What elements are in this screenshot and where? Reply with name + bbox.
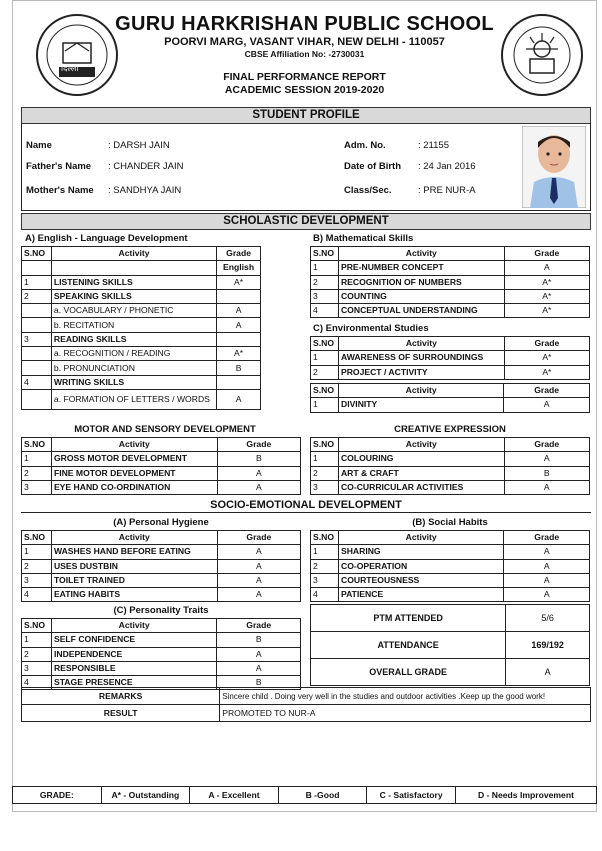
grade-cell: A <box>217 573 300 587</box>
grade-cell <box>217 375 261 389</box>
legend-needs-improvement: D - Needs Improvement <box>477 790 574 800</box>
grade-cell: B <box>504 466 589 480</box>
left-emblem-label: दिल्ली <box>61 64 79 73</box>
activity-cell: CONCEPTUAL UNDERSTANDING <box>338 304 504 318</box>
table-row <box>311 304 590 318</box>
table-row <box>311 559 590 573</box>
activity-cell: a. RECOGNITION / READING <box>51 347 216 361</box>
table-row <box>22 588 301 602</box>
sno-cell <box>22 318 52 332</box>
activity-cell: PROJECT / ACTIVITY <box>338 365 504 379</box>
attendance-value: 169/192 <box>506 632 590 659</box>
class-value: : PRE NUR-A <box>418 185 476 196</box>
grade-cell: A <box>217 480 300 494</box>
table-header-row <box>22 438 301 452</box>
table-row <box>311 573 590 587</box>
creative-table <box>310 437 590 495</box>
grade-cell: A <box>217 559 300 573</box>
table-row <box>311 261 590 275</box>
sno-cell: 3 <box>311 480 339 494</box>
grade-cell: A <box>504 559 590 573</box>
activity-cell: AWARENESS OF SURROUNDINGS <box>338 351 504 365</box>
sno-cell: 1 <box>311 351 339 365</box>
column-header: Grade <box>504 337 589 351</box>
table-row <box>22 480 301 494</box>
sno-cell: 1 <box>311 398 339 412</box>
activity-cell: SPEAKING SKILLS <box>51 289 216 303</box>
report-title: FINAL PERFORMANCE REPORT <box>223 71 386 83</box>
table-header-row <box>311 337 590 351</box>
sno-cell: 3 <box>22 573 52 587</box>
sno-cell: 2 <box>311 275 339 289</box>
table-row <box>22 275 261 289</box>
grade-cell: B <box>217 452 300 466</box>
table-row <box>22 347 261 361</box>
personality-section-title: (C) Personality Traits <box>113 605 209 616</box>
hygiene-section-title: (A) Personal Hygiene <box>113 517 209 528</box>
table-row <box>22 318 261 332</box>
column-header: Grade <box>217 619 301 633</box>
activity-cell: LISTENING SKILLS <box>51 275 216 289</box>
table-subheader-row <box>22 261 261 275</box>
social-table <box>310 530 590 602</box>
column-header: Grade <box>217 438 300 452</box>
result-label: RESULT <box>22 705 220 722</box>
sno-cell: 4 <box>311 588 339 602</box>
activity-cell: a. VOCABULARY / PHONETIC <box>51 304 216 318</box>
legend-excellent: A - Excellent <box>190 787 279 803</box>
column-header: S.NO <box>311 531 339 545</box>
grade-cell: A <box>217 661 301 675</box>
table-row <box>22 661 301 675</box>
sno-cell <box>22 361 52 375</box>
column-header: S.NO <box>311 438 339 452</box>
motor-table <box>21 437 301 495</box>
column-header: Activity <box>51 438 217 452</box>
subject-subheader: English <box>217 261 261 275</box>
table-row <box>22 559 301 573</box>
activity-cell: CO-CURRICULAR ACTIVITIES <box>338 480 504 494</box>
activity-cell: b. RECITATION <box>51 318 216 332</box>
activity-cell: RESPONSIBLE <box>51 661 216 675</box>
sno-cell: 1 <box>22 452 52 466</box>
grade-cell: A* <box>217 275 261 289</box>
activity-cell: PATIENCE <box>338 588 503 602</box>
table-header-row <box>311 531 590 545</box>
adm-no-value: : 21155 <box>418 140 449 151</box>
remarks-table <box>21 687 591 722</box>
activity-cell: RECOGNITION OF NUMBERS <box>338 275 504 289</box>
table-row <box>311 588 590 602</box>
table-row <box>22 573 301 587</box>
column-header: Activity <box>51 531 217 545</box>
attendance-label: ATTENDANCE <box>311 632 506 659</box>
math-table <box>310 246 590 318</box>
sno-cell: 2 <box>22 647 52 661</box>
school-name: GURU HARKRISHAN PUBLIC SCHOOL <box>115 13 494 35</box>
father-name-value: : CHANDER JAIN <box>108 161 184 172</box>
sno-cell: 1 <box>22 275 52 289</box>
sno-cell: 2 <box>22 559 52 573</box>
math-section-title: B) Mathematical Skills <box>313 233 414 244</box>
column-header: Activity <box>338 247 504 261</box>
table-row <box>22 647 301 661</box>
socio-section-title: SOCIO-EMOTIONAL DEVELOPMENT <box>210 499 402 511</box>
legend-outstanding: A* - Outstanding <box>102 787 191 803</box>
column-header: Activity <box>338 438 504 452</box>
sno-cell: 3 <box>22 661 52 675</box>
grade-cell: A <box>217 545 300 559</box>
sno-cell: 1 <box>22 545 52 559</box>
mother-name-value: : SANDHYA JAIN <box>108 185 182 196</box>
student-profile-box <box>21 123 591 211</box>
column-header: Activity <box>51 247 216 261</box>
overall-grade-value: A <box>506 659 590 686</box>
column-header: Activity <box>51 619 216 633</box>
socio-title-rule <box>21 512 591 513</box>
name-label: Name <box>26 140 52 151</box>
legend-grade-label: GRADE: <box>13 787 102 803</box>
sno-cell: 4 <box>22 375 52 389</box>
summary-table <box>310 604 590 686</box>
table-row <box>311 275 590 289</box>
activity-cell: CO-OPERATION <box>338 559 503 573</box>
grade-legend <box>12 786 597 804</box>
table-row <box>311 289 590 303</box>
column-header: S.NO <box>311 384 339 398</box>
grade-cell: A* <box>217 347 261 361</box>
activity-cell: GROSS MOTOR DEVELOPMENT <box>51 452 217 466</box>
grade-cell: A <box>217 647 301 661</box>
sno-cell: 1 <box>311 452 339 466</box>
grade-cell: A <box>504 573 590 587</box>
sno-cell: 1 <box>22 633 52 647</box>
grade-cell: A <box>504 588 590 602</box>
overall-grade-label: OVERALL GRADE <box>311 659 506 686</box>
ptm-label: PTM ATTENDED <box>311 605 506 632</box>
remarks-value: Sincere child . Doing very well in the studies and outdoor activities .Keep up the good work! <box>220 688 591 705</box>
table-header-row <box>22 531 301 545</box>
column-header: S.NO <box>311 247 339 261</box>
table-header-row <box>22 619 301 633</box>
table-row <box>311 480 590 494</box>
sno-cell <box>22 389 52 409</box>
student-profile-band: STUDENT PROFILE <box>21 107 591 124</box>
grade-cell: A <box>504 545 590 559</box>
table-row <box>311 452 590 466</box>
personality-table <box>21 618 301 690</box>
grade-cell: A <box>217 318 261 332</box>
table-row <box>311 545 590 559</box>
column-header: Grade <box>217 531 300 545</box>
mother-name-label: Mother's Name <box>26 185 94 196</box>
table-row <box>22 375 261 389</box>
activity-cell: COUNTING <box>338 289 504 303</box>
activity-cell: EATING HABITS <box>51 588 217 602</box>
sno-cell: 1 <box>311 261 339 275</box>
env-section-title: C) Environmental Studies <box>313 323 429 334</box>
env-table <box>310 336 590 380</box>
legend-satisfactory: C - Satisfactory <box>367 787 456 803</box>
column-header: S.NO <box>311 337 339 351</box>
dob-label: Date of Birth <box>344 161 401 172</box>
grade-cell: A <box>504 261 589 275</box>
academic-session: ACADEMIC SESSION 2019-2020 <box>224 84 385 96</box>
grade-cell: A* <box>504 275 589 289</box>
legend-good: B -Good <box>279 787 368 803</box>
grade-cell: A* <box>504 289 589 303</box>
scholastic-development-band: SCHOLASTIC DEVELOPMENT <box>21 213 591 230</box>
grade-cell: A <box>504 452 589 466</box>
name-value: : DARSH JAIN <box>108 140 170 151</box>
activity-cell: PRE-NUMBER CONCEPT <box>338 261 504 275</box>
divinity-table <box>310 383 590 413</box>
sno-cell: 3 <box>22 480 52 494</box>
english-table <box>21 246 261 410</box>
activity-cell: INDEPENDENCE <box>51 647 216 661</box>
table-header-row <box>22 247 261 261</box>
activity-cell: EYE HAND CO-ORDINATION <box>51 480 217 494</box>
column-header: Grade <box>217 247 261 261</box>
column-header: Grade <box>504 531 590 545</box>
grade-cell <box>217 289 261 303</box>
sno-cell: 4 <box>22 588 52 602</box>
motor-section-title: MOTOR AND SENSORY DEVELOPMENT <box>74 424 256 435</box>
grade-cell: B <box>217 633 301 647</box>
column-header: Activity <box>338 531 503 545</box>
result-value: PROMOTED TO NUR-A <box>220 705 591 722</box>
activity-cell: TOILET TRAINED <box>51 573 217 587</box>
table-row <box>311 466 590 480</box>
column-header: Grade <box>504 247 589 261</box>
activity-cell: SELF CONFIDENCE <box>51 633 216 647</box>
sno-cell: 2 <box>311 365 339 379</box>
table-row <box>22 304 261 318</box>
ptm-value: 5/6 <box>506 605 590 632</box>
table-row <box>22 633 301 647</box>
grade-cell: A <box>217 389 261 409</box>
activity-cell: SHARING <box>338 545 503 559</box>
column-header: Activity <box>338 337 504 351</box>
column-header: Activity <box>338 384 503 398</box>
social-section-title: (B) Social Habits <box>412 517 488 528</box>
column-header: S.NO <box>22 619 52 633</box>
column-header: Grade <box>504 384 590 398</box>
column-header: S.NO <box>22 247 52 261</box>
grade-cell: A <box>217 304 261 318</box>
grade-cell: B <box>217 676 301 690</box>
activity-cell: COURTEOUSNESS <box>338 573 503 587</box>
grade-cell: A <box>504 480 589 494</box>
father-name-label: Father's Name <box>26 161 92 172</box>
affiliation-number: CBSE Affiliation No: -2730031 <box>244 49 365 59</box>
grade-cell: A* <box>504 351 589 365</box>
creative-section-title: CREATIVE EXPRESSION <box>394 424 506 435</box>
sno-cell <box>22 347 52 361</box>
table-row <box>22 289 261 303</box>
adm-no-label: Adm. No. <box>344 140 386 151</box>
activity-cell: ART & CRAFT <box>338 466 504 480</box>
grade-cell: A <box>217 588 300 602</box>
report-card-sheet <box>12 0 597 812</box>
table-row <box>22 361 261 375</box>
table-header-row <box>311 438 590 452</box>
grade-cell: A <box>217 466 300 480</box>
column-header: S.NO <box>22 438 52 452</box>
hygiene-table <box>21 530 301 602</box>
school-address: POORVI MARG, VASANT VIHAR, NEW DELHI - 110057 <box>164 36 445 48</box>
activity-cell: b. PRONUNCIATION <box>51 361 216 375</box>
sno-cell: 3 <box>22 332 52 346</box>
activity-cell: USES DUSTBIN <box>51 559 217 573</box>
class-label: Class/Sec. <box>344 185 392 196</box>
english-section-title: A) English - Language Development <box>25 233 188 244</box>
table-header-row <box>311 384 590 398</box>
sno-cell: 1 <box>311 545 339 559</box>
column-header: S.NO <box>22 531 52 545</box>
table-header-row <box>311 247 590 261</box>
sno-cell <box>22 304 52 318</box>
activity-cell: STAGE PRESENCE <box>51 676 216 690</box>
remarks-label: REMARKS <box>22 688 220 705</box>
sno-cell: 4 <box>22 676 52 690</box>
dob-value: : 24 Jan 2016 <box>418 161 476 172</box>
column-header: Grade <box>504 438 589 452</box>
sno-cell: 2 <box>311 559 339 573</box>
sno-cell: 2 <box>22 289 52 303</box>
activity-cell: COLOURING <box>338 452 504 466</box>
table-row <box>311 398 590 412</box>
activity-cell: WASHES HAND BEFORE EATING <box>51 545 217 559</box>
grade-cell <box>217 332 261 346</box>
sno-cell: 4 <box>311 304 339 318</box>
sno-cell: 3 <box>311 573 339 587</box>
table-row <box>22 452 301 466</box>
grade-cell: A* <box>504 365 589 379</box>
table-row <box>311 365 590 379</box>
table-row <box>22 332 261 346</box>
activity-cell: WRITING SKILLS <box>51 375 216 389</box>
activity-cell: a. FORMATION OF LETTERS / WORDS <box>51 389 216 409</box>
grade-cell: B <box>217 361 261 375</box>
table-row <box>22 545 301 559</box>
activity-cell: FINE MOTOR DEVELOPMENT <box>51 466 217 480</box>
grade-cell: A <box>504 398 590 412</box>
student-photo <box>522 126 586 208</box>
sno-cell: 3 <box>311 289 339 303</box>
table-row <box>22 466 301 480</box>
sno-cell: 2 <box>22 466 52 480</box>
activity-cell: DIVINITY <box>338 398 503 412</box>
table-row <box>311 351 590 365</box>
activity-cell: READING SKILLS <box>51 332 216 346</box>
table-row <box>22 389 261 409</box>
grade-cell: A* <box>504 304 589 318</box>
sno-cell: 2 <box>311 466 339 480</box>
